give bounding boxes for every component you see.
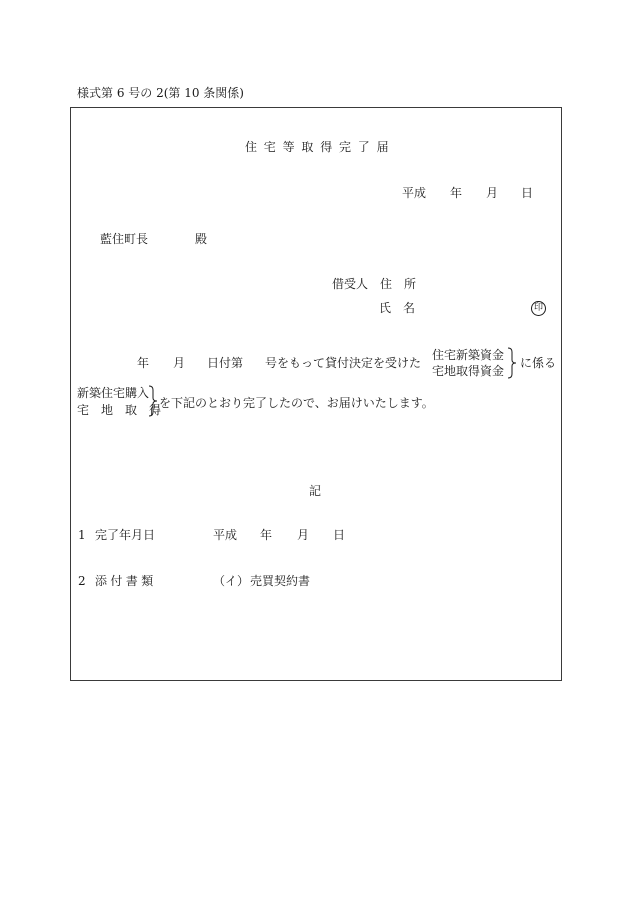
notes-heading: 記 [309, 484, 322, 498]
item-date-month: 月 [297, 528, 310, 542]
fund-type-option: 宅地取得資金 [432, 364, 505, 378]
date-era: 平成 [402, 186, 427, 200]
right-brace-icon [507, 347, 518, 379]
borrower-address-label: 住 所 [380, 277, 417, 291]
addressee-honorific: 殿 [195, 232, 208, 246]
form-number: 様式第 6 号の 2(第 10 条関係) [77, 86, 244, 100]
item-label: 完了年月日 [95, 528, 156, 542]
statement-month: 月 [173, 356, 186, 370]
date-year: 年 [450, 186, 463, 200]
item-number: 2 [78, 574, 86, 588]
right-brace-icon [148, 385, 159, 417]
item-attachment-value: 売買契約書 [250, 574, 311, 588]
borrower-label: 借受人 [332, 277, 369, 291]
fund-type-option: 住宅新築資金 [432, 348, 505, 362]
borrower-name-label: 氏 名 [379, 301, 416, 315]
statement-day-suffix: 日付第 [207, 356, 244, 370]
form-title: 住宅等取得完了届 [245, 140, 396, 154]
date-month: 月 [486, 186, 499, 200]
addressee-name: 藍住町長 [100, 232, 149, 246]
statement-closing: を下記のとおり完了したので、お届けいたします。 [159, 396, 434, 410]
item-date-day: 日 [333, 528, 346, 542]
seal-mark-icon: 印 [531, 301, 546, 316]
item-number: 1 [78, 528, 86, 542]
statement-decision-text: 号をもって貸付決定を受けた [265, 356, 422, 370]
date-day: 日 [521, 186, 534, 200]
statement-year: 年 [137, 356, 150, 370]
fund-suffix: に係る [520, 356, 557, 370]
acquisition-type-option: 宅 地 取 得 [77, 403, 162, 417]
item-date-era: 平成 [213, 528, 238, 542]
item-date-year: 年 [260, 528, 273, 542]
acquisition-type-option: 新築住宅購入 [77, 386, 150, 400]
item-option-marker: （イ） [213, 574, 250, 588]
item-label: 添付書類 [95, 574, 157, 588]
